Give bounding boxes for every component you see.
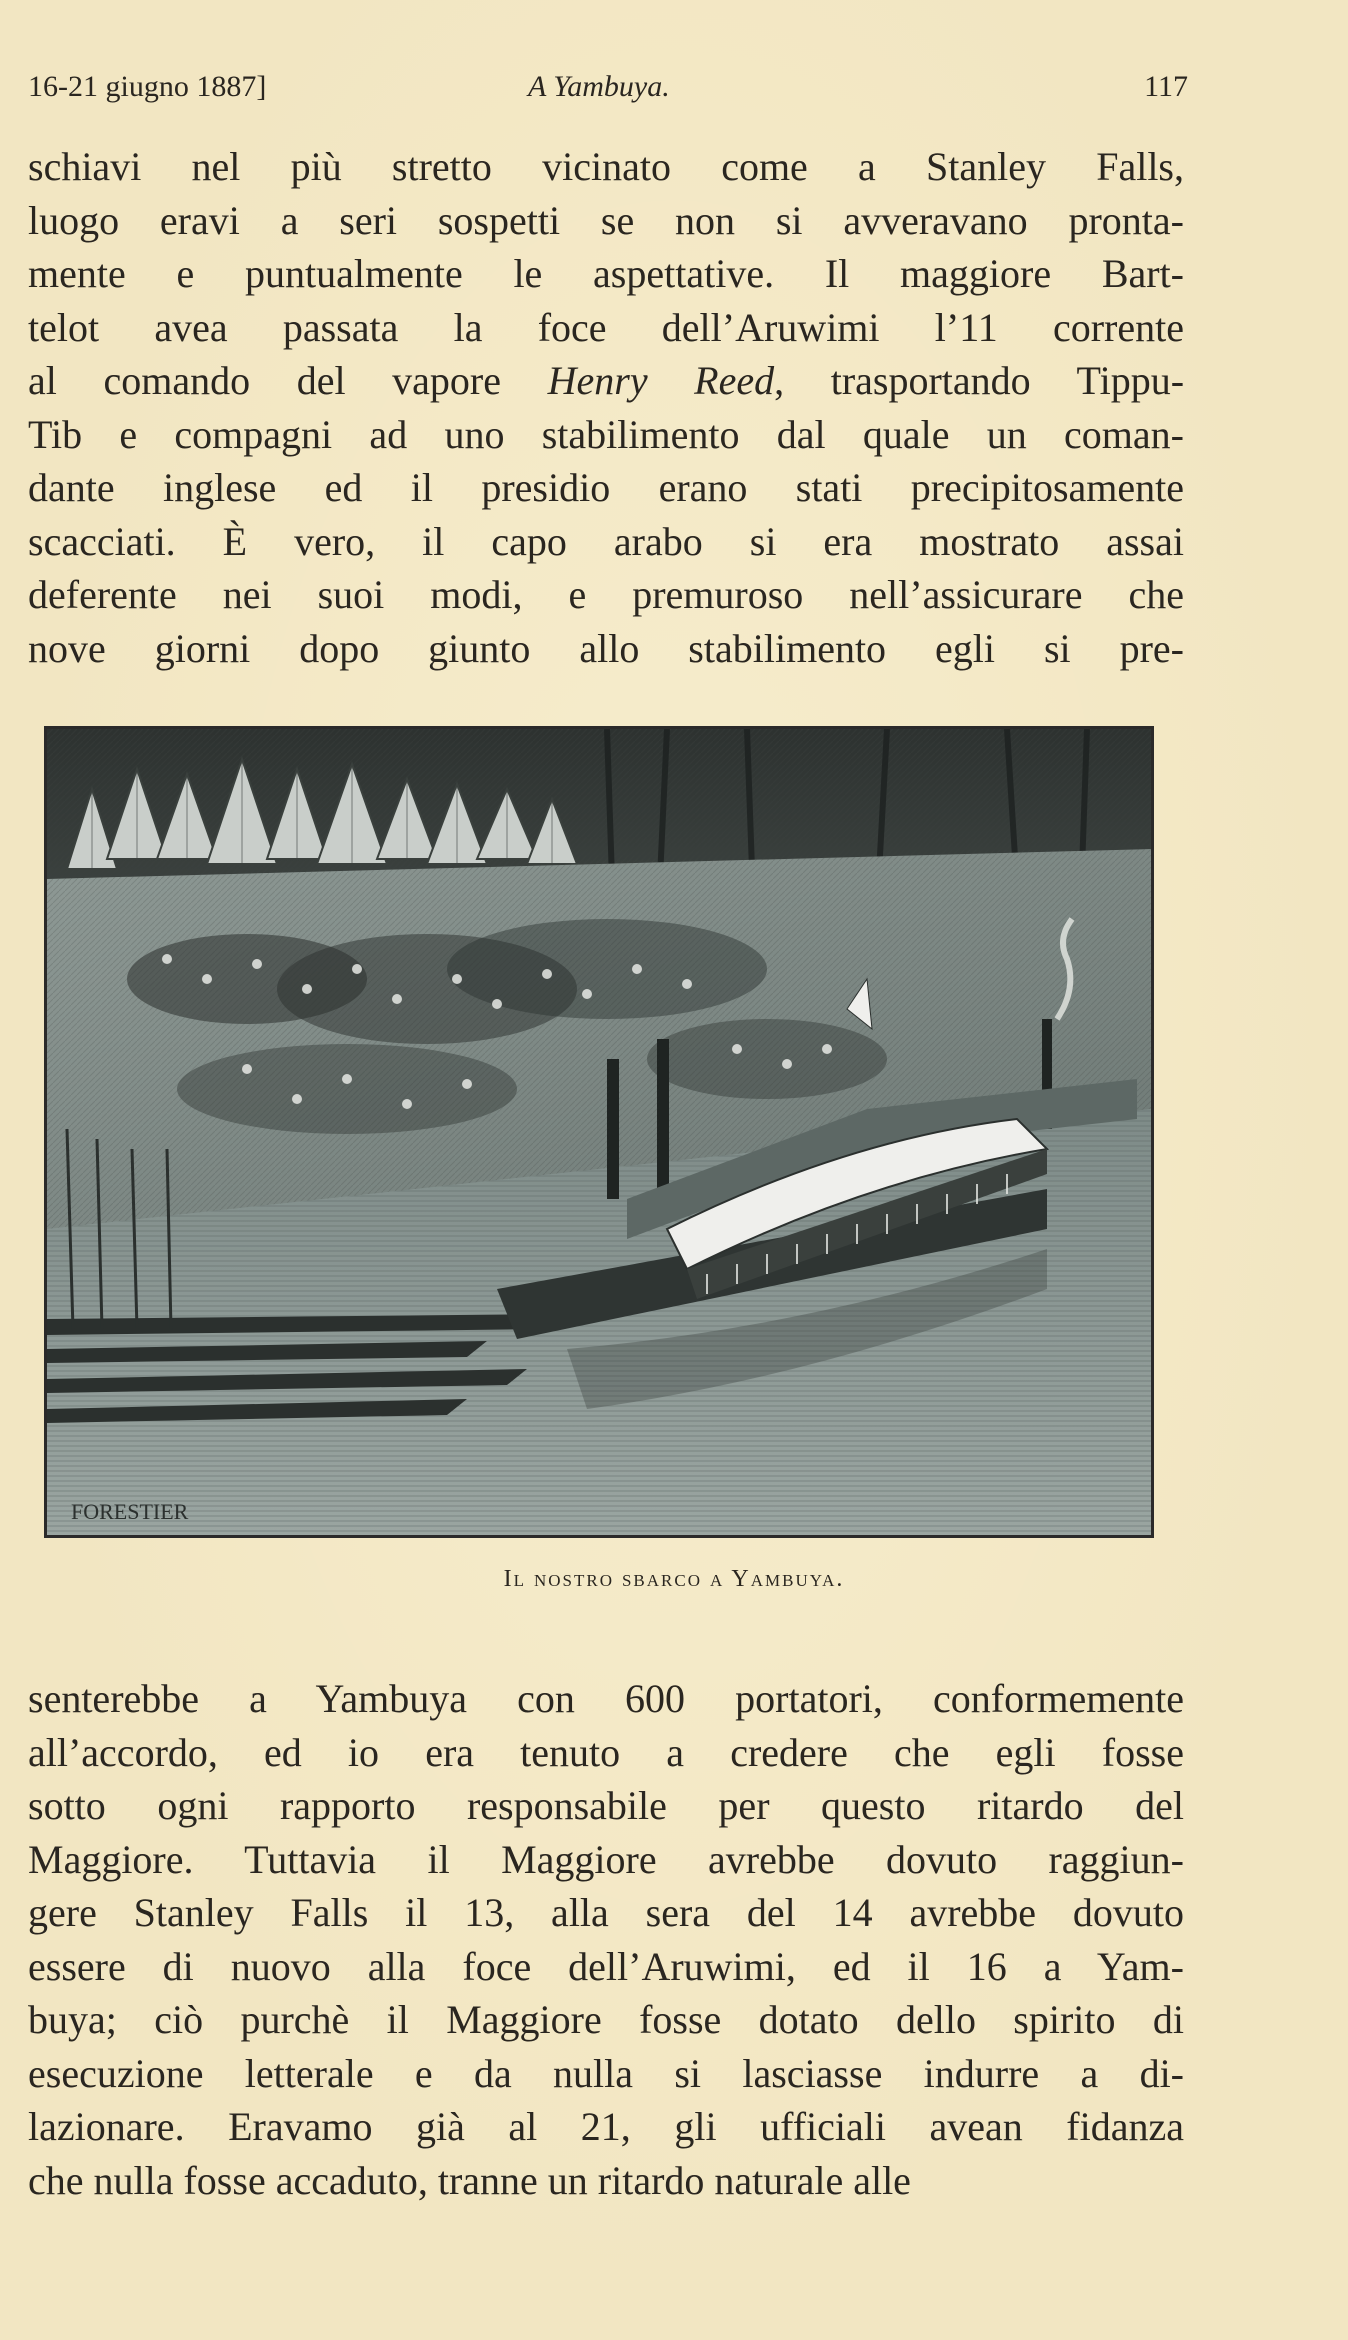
text-line: nove giorni dopo giunto allo stabilimento egli si pre- [28,625,1184,671]
text-line: scacciati. È vero, il capo arabo si era mostrato assai [28,518,1184,564]
text-line: schiavi nel più stretto vicinato come a Stanley Falls, [28,144,1184,189]
text-line: dante inglese ed il presidio erano stati precipitosamente [28,465,1184,510]
text-line: esecuzione letterale e da nulla si lasciasse indurre a di- [28,2050,1184,2096]
text-line: che nulla fosse accaduto, tranne un ritardo naturale alle [28,2157,911,2203]
text-line: luogo eravi a seri sospetti se non si avveravano pronta- [28,197,1184,243]
running-header [28,70,1188,110]
text-line: telot avea passata la foce dell’Aruwimi l’11 corrente [28,304,1184,350]
text-line: lazionare. Eravamo già al 21, gli ufficiali avean fidanza [28,2104,1184,2149]
paragraph-top [28,140,1184,675]
text-line: sotto ogni rapporto responsabile per questo ritardo del [28,1783,1184,1828]
text-line: mente e puntualmente le aspettative. Il maggiore Bart- [28,251,1184,296]
text-line: essere di nuovo alla foce dell’Aruwimi, ed il 16 a Yam- [28,1943,1184,1989]
text-line: all’accordo, ed io era tenuto a credere che egli fosse [28,1729,1184,1775]
text-line: buya; ciò purchè il Maggiore fosse dotato dello spirito di [28,1997,1184,2042]
engraving-scene [47,729,1151,1535]
paragraph-bottom [28,1672,1184,2207]
engraving-illustration [44,726,1154,1538]
text-line: deferente nei suoi modi, e premuroso nell’assicurare che [28,572,1184,617]
figure-caption: Il nostro sbarco a Yambuya. [503,1566,845,1592]
text-line: Maggiore. Tuttavia il Maggiore avrebbe dovuto raggiun- [28,1836,1184,1882]
text-segment: , trasportando Tippu- [774,358,1184,403]
header-chapter-title: A Yambuya. [528,70,670,103]
text-segment: al comando del vapore [28,358,548,403]
page-number: 117 [1144,70,1188,103]
text-line: Tib e compagni ad uno stabilimento dal quale un coman- [28,411,1184,457]
artist-signature: FORESTIER [71,1499,189,1524]
header-date-range: 16-21 giugno 1887] [28,70,267,103]
text-line: senterebbe a Yambuya con 600 portatori, conformemente [28,1676,1184,1721]
text-line: gere Stanley Falls il 13, alla sera del 14 avrebbe dovuto [28,1890,1184,1935]
text-line [28,354,1184,408]
ship-name: Henry Reed [547,358,775,403]
